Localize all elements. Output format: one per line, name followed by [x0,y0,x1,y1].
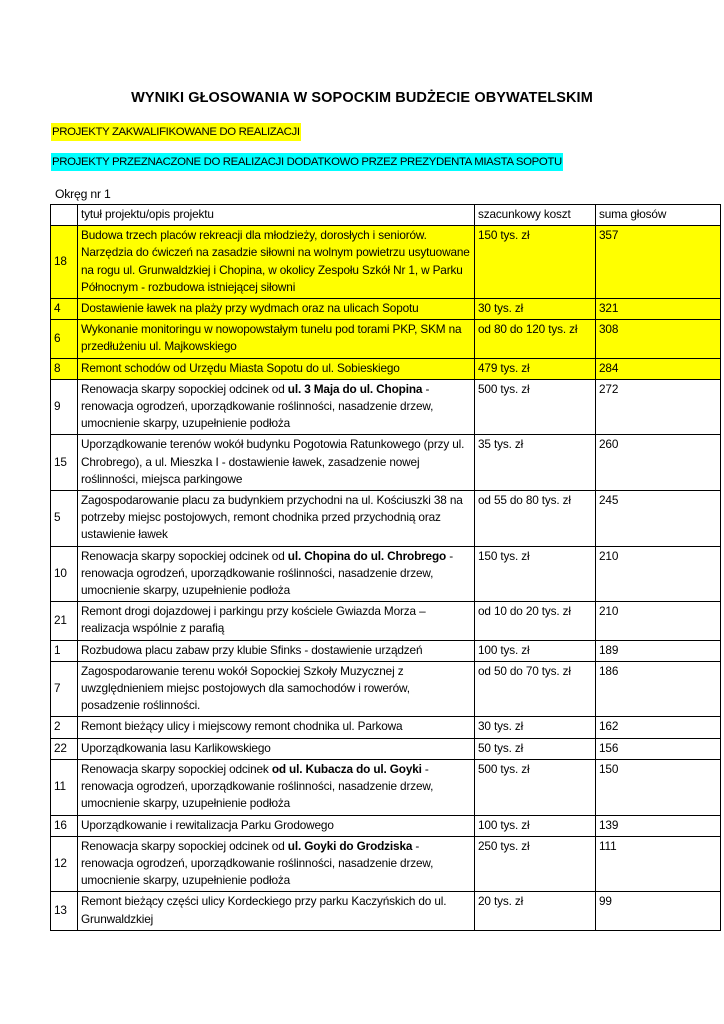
table-row [51,602,721,640]
table-row [51,738,721,759]
bold-text: ul. Chopina do ul. Chrobrego [287,548,447,563]
project-description-cell: Rozbudowa placu zabaw przy klubie Sfinks - dostawienie urządzeń [78,640,475,661]
header-title-cell: tytuł projektu/opis projektu [78,205,475,226]
project-number-cell: 8 [51,358,78,379]
table-row [51,546,721,602]
estimated-cost-cell: 30 tys. zł [475,717,596,738]
page-title: WYNIKI GŁOSOWANIA W SOPOCKIM BUDŻECIE OBYWATELSKIM [131,90,593,106]
estimated-cost-cell: 35 tys. zł [475,435,596,491]
estimated-cost-cell: od 10 do 20 tys. zł [475,602,596,640]
vote-total-cell: 156 [596,738,721,759]
estimated-cost-cell: 500 tys. zł [475,759,596,815]
bold-text: ul. Goyki do Grodziska [287,838,413,853]
header-cost-cell: szacunkowy koszt [475,205,596,226]
project-description-cell: Budowa trzech placów rekreacji dla młodzieży, dorosłych i seniorów. Narzędzia do ćwiczeń na zasadzie siłowni na wolnym powietrzu usytuowane na rogu ul. Grunwaldzkiej i Chopina, w okolicy Zespołu Szkół Nr 1, w Parku Północnym - rozbudowa istniejącej siłowni [78,226,475,299]
estimated-cost-cell: 30 tys. zł [475,299,596,320]
project-description-cell: Remont drogi dojazdowej i parkingu przy kościele Gwiazda Morza – realizacja wspólnie z parafią [78,602,475,640]
vote-total-cell: 111 [596,836,721,892]
legend-president-projects: PROJEKTY PRZEZNACZONE DO REALIZACJI DODATKOWO PRZEZ PREZYDENTA MIASTA SOPOTU [51,153,563,171]
vote-total-cell: 189 [596,640,721,661]
vote-total-cell: 210 [596,546,721,602]
estimated-cost-cell: 150 tys. zł [475,226,596,299]
legend-qualified-projects: PROJEKTY ZAKWALIFIKOWANE DO REALIZACJI [51,123,301,141]
project-number-cell: 9 [51,379,78,435]
project-number-cell: 2 [51,717,78,738]
estimated-cost-cell: od 50 do 70 tys. zł [475,661,596,717]
vote-total-cell: 260 [596,435,721,491]
vote-total-cell: 139 [596,815,721,836]
project-description-cell: Uporządkowanie i rewitalizacja Parku Grodowego [78,815,475,836]
vote-total-cell: 272 [596,379,721,435]
project-number-cell: 22 [51,738,78,759]
project-description-cell: Remont bieżący części ulicy Kordeckiego przy parku Kaczyńskich do ul. Grunwaldzkiej [78,892,475,930]
project-description-cell: Renowacja skarpy sopockiej odcinek od ul. Goyki do Grodziska - renowacja ogrodzeń, uporządkowanie roślinności, nasadzenie drzew, umocnienie skarpy, uzupełnienie podłoża [78,836,475,892]
project-number-cell: 13 [51,892,78,930]
results-table-body [51,205,721,931]
vote-total-cell: 150 [596,759,721,815]
bold-text: ul. 3 Maja do ul. Chopina [287,381,423,396]
district-label: Okręg nr 1 [55,187,111,201]
project-description-cell: Renowacja skarpy sopockiej odcinek od ul. Chopina do ul. Chrobrego - renowacja ogrodzeń, uporządkowanie roślinności, nasadzenie drzew, umocnienie skarpy, uzupełnienie podłoża [78,546,475,602]
project-number-cell: 6 [51,320,78,358]
project-number-cell: 16 [51,815,78,836]
table-row [51,320,721,358]
project-number-cell: 7 [51,661,78,717]
table-row [51,892,721,930]
table-row [51,836,721,892]
estimated-cost-cell: 250 tys. zł [475,836,596,892]
table-row [51,640,721,661]
project-number-cell: 15 [51,435,78,491]
estimated-cost-cell: od 80 do 120 tys. zł [475,320,596,358]
project-description-cell: Uporządkowanie terenów wokół budynku Pogotowia Ratunkowego (przy ul. Chrobrego), a ul. Mieszka I - dostawienie ławek, zasadzenie nowej roślinności, miejsca parkingowe [78,435,475,491]
vote-total-cell: 210 [596,602,721,640]
table-row [51,226,721,299]
header-votes-cell: suma głosów [596,205,721,226]
vote-total-cell: 357 [596,226,721,299]
estimated-cost-cell: 150 tys. zł [475,546,596,602]
bold-text: od ul. Kubacza do ul. Goyki [271,761,422,776]
estimated-cost-cell: 20 tys. zł [475,892,596,930]
vote-total-cell: 321 [596,299,721,320]
estimated-cost-cell: 50 tys. zł [475,738,596,759]
table-row [51,661,721,717]
table-header-row [51,205,721,226]
table-row [51,759,721,815]
estimated-cost-cell: 100 tys. zł [475,815,596,836]
estimated-cost-cell: 500 tys. zł [475,379,596,435]
table-row [51,379,721,435]
vote-total-cell: 245 [596,491,721,547]
project-description-cell: Renowacja skarpy sopockiej odcinek od ul. 3 Maja do ul. Chopina - renowacja ogrodzeń, uporządkowanie roślinności, nasadzenie drzew, umocnienie skarpy, uzupełnienie podłoża [78,379,475,435]
project-description-cell: Wykonanie monitoringu w nowopowstałym tunelu pod torami PKP, SKM na przedłużeniu ul. Majkowskiego [78,320,475,358]
results-table [50,204,721,931]
project-description-cell: Zagospodarowanie placu za budynkiem przychodni na ul. Kościuszki 38 na potrzeby miejsc postojowych, remont chodnika przed przychodnią oraz ustawienie ławek [78,491,475,547]
estimated-cost-cell: od 55 do 80 tys. zł [475,491,596,547]
table-row [51,815,721,836]
project-number-cell: 12 [51,836,78,892]
project-number-cell: 18 [51,226,78,299]
estimated-cost-cell: 479 tys. zł [475,358,596,379]
table-row [51,435,721,491]
project-number-cell: 5 [51,491,78,547]
project-number-cell: 10 [51,546,78,602]
table-row [51,358,721,379]
project-description-cell: Renowacja skarpy sopockiej odcinek od ul. Kubacza do ul. Goyki - renowacja ogrodzeń, uporządkowanie roślinności, nasadzenie drzew, umocnienie skarpy, uzupełnienie podłoża [78,759,475,815]
table-row [51,299,721,320]
table-row [51,717,721,738]
vote-total-cell: 186 [596,661,721,717]
vote-total-cell: 99 [596,892,721,930]
project-number-cell: 4 [51,299,78,320]
estimated-cost-cell: 100 tys. zł [475,640,596,661]
vote-total-cell: 162 [596,717,721,738]
table-row [51,491,721,547]
project-number-cell: 1 [51,640,78,661]
project-description-cell: Zagospodarowanie terenu wokół Sopockiej Szkoły Muzycznej z uwzględnieniem miejsc postojowych dla samochodów i rowerów, posadzenie roślinności. [78,661,475,717]
project-description-cell: Uporządkowania lasu Karlikowskiego [78,738,475,759]
vote-total-cell: 284 [596,358,721,379]
vote-total-cell: 308 [596,320,721,358]
project-description-cell: Remont schodów od Urzędu Miasta Sopotu do ul. Sobieskiego [78,358,475,379]
header-number-cell [51,205,78,226]
project-number-cell: 11 [51,759,78,815]
project-number-cell: 21 [51,602,78,640]
project-description-cell: Dostawienie ławek na plaży przy wydmach oraz na ulicach Sopotu [78,299,475,320]
project-description-cell: Remont bieżący ulicy i miejscowy remont chodnika ul. Parkowa [78,717,475,738]
